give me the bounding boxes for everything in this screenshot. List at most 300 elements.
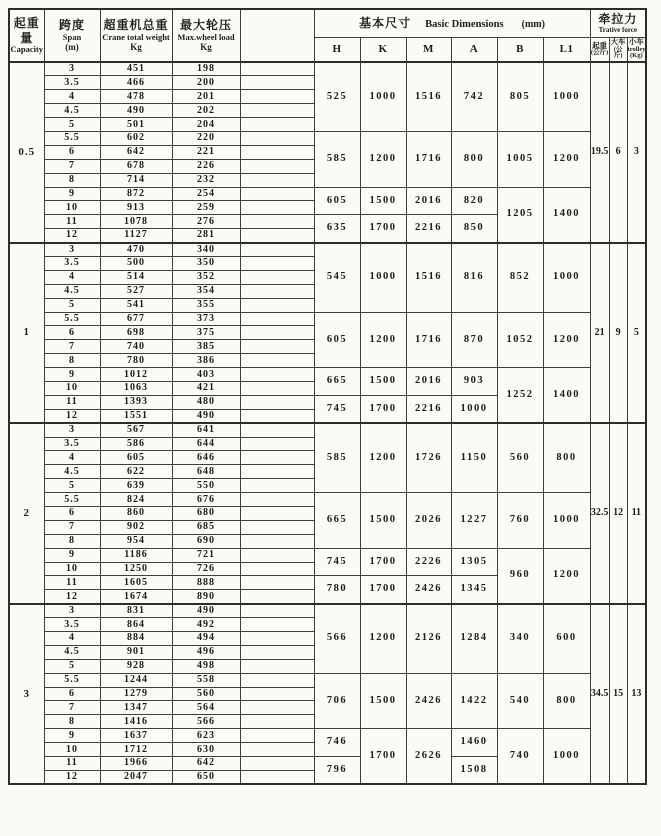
table-row [9,548,646,562]
cell-dim-L1: 1000 [543,243,590,312]
cell-span: 4 [44,90,100,104]
cell-dim-K: 1700 [360,548,406,576]
cell-wheel-load: 340 [172,243,240,257]
col-header-M: M [406,37,451,62]
cell-total-weight: 451 [100,62,172,76]
cell-span: 4 [44,451,100,465]
cell-dim-M: 2026 [406,493,451,549]
cell-total-weight: 831 [100,604,172,618]
cell-blank [240,381,314,395]
cell-wheel-load: 232 [172,173,240,187]
cell-trative-cart: 12 [609,423,627,604]
cell-wheel-load: 566 [172,715,240,729]
cell-dim-M: 1716 [406,312,451,368]
cell-dim-A: 1150 [451,423,497,492]
cell-dim-K: 1700 [360,215,406,243]
cell-trative-cart: 6 [609,62,627,243]
cell-blank [240,201,314,215]
cell-total-weight: 567 [100,423,172,437]
cell-span: 9 [44,187,100,201]
cell-wheel-load: 650 [172,770,240,784]
col-header-total-weight [100,9,172,62]
cell-wheel-load: 550 [172,479,240,493]
cell-span: 12 [44,770,100,784]
cell-blank [240,673,314,687]
cell-span: 7 [44,340,100,354]
cell-total-weight: 678 [100,159,172,173]
col-header-trative-trolley: 小车 trolley (Kg) [627,37,646,62]
cell-wheel-load: 498 [172,659,240,673]
cell-wheel-load: 646 [172,451,240,465]
cell-dim-A: 1000 [451,395,497,423]
cell-total-weight: 1012 [100,368,172,382]
table-row [9,604,646,618]
cell-span: 11 [44,576,100,590]
total-weight-unit: Kg [130,42,142,53]
cell-capacity: 1 [9,243,44,424]
cell-total-weight: 602 [100,131,172,145]
cell-dim-L1: 1000 [543,493,590,549]
cell-wheel-load: 259 [172,201,240,215]
cell-dim-M: 1516 [406,243,451,312]
cell-dim-L1: 800 [543,423,590,492]
cell-wheel-load: 630 [172,743,240,757]
cell-total-weight: 1186 [100,548,172,562]
table-row [9,312,646,326]
cell-blank [240,743,314,757]
span-label-zh: 跨度 [58,18,85,33]
col-header-span [44,9,100,62]
cell-span: 10 [44,201,100,215]
cell-total-weight: 913 [100,201,172,215]
cell-total-weight: 500 [100,256,172,270]
cell-wheel-load: 685 [172,520,240,534]
cell-dim-M: 2016 [406,368,451,396]
cell-span: 5 [44,479,100,493]
cell-span: 3 [44,423,100,437]
table-row [9,187,646,201]
cell-blank [240,701,314,715]
cell-wheel-load: 221 [172,145,240,159]
cell-total-weight: 860 [100,507,172,521]
cell-blank [240,270,314,284]
table-row [9,131,646,145]
cell-blank [240,604,314,618]
cell-total-weight: 1551 [100,409,172,423]
table-row [9,423,646,437]
cell-total-weight: 470 [100,243,172,257]
cell-wheel-load: 680 [172,507,240,521]
cell-dim-H: 635 [314,215,360,243]
cell-span: 12 [44,590,100,604]
cell-wheel-load: 350 [172,256,240,270]
cell-total-weight: 586 [100,437,172,451]
cell-wheel-load: 890 [172,590,240,604]
cell-wheel-load: 201 [172,90,240,104]
cell-total-weight: 490 [100,104,172,118]
cell-trative-hoist: 19.5 [590,62,609,243]
cell-wheel-load: 204 [172,118,240,132]
cell-wheel-load: 888 [172,576,240,590]
cell-span: 10 [44,743,100,757]
cell-span: 10 [44,381,100,395]
total-weight-label-zh: 超重机总重 [103,18,169,33]
cell-wheel-load: 220 [172,131,240,145]
cell-total-weight: 1078 [100,215,172,229]
cell-dim-B: 760 [497,493,543,549]
cell-total-weight: 541 [100,298,172,312]
cell-dim-B: 740 [497,729,543,785]
cell-dim-K: 1700 [360,395,406,423]
cell-wheel-load: 492 [172,618,240,632]
cell-span: 3.5 [44,618,100,632]
cell-dim-M: 2126 [406,604,451,673]
cell-dim-H: 585 [314,131,360,187]
dimensions-label-en: Basic Dimensions [425,19,504,31]
cell-total-weight: 605 [100,451,172,465]
cell-dim-K: 1000 [360,243,406,312]
cell-total-weight: 1393 [100,395,172,409]
cell-dim-K: 1500 [360,368,406,396]
cell-dim-K: 1700 [360,576,406,604]
cell-wheel-load: 560 [172,687,240,701]
cell-wheel-load: 676 [172,493,240,507]
dimensions-unit: (mm) [521,19,545,31]
cell-total-weight: 902 [100,520,172,534]
cell-total-weight: 740 [100,340,172,354]
cell-wheel-load: 564 [172,701,240,715]
cell-wheel-load: 198 [172,62,240,76]
table-row [9,673,646,687]
cell-span: 3.5 [44,437,100,451]
cell-total-weight: 864 [100,618,172,632]
cell-blank [240,770,314,784]
cell-blank [240,409,314,423]
cell-span: 5 [44,118,100,132]
cell-capacity: 2 [9,423,44,604]
cell-blank [240,340,314,354]
cell-span: 3.5 [44,256,100,270]
cell-trative-cart: 15 [609,604,627,785]
cell-trative-trolley: 3 [627,62,646,243]
cell-span: 5 [44,659,100,673]
cell-dim-H: 706 [314,673,360,729]
cell-dim-A: 850 [451,215,497,243]
cell-dim-B: 340 [497,604,543,673]
cell-total-weight: 1347 [100,701,172,715]
cell-blank [240,395,314,409]
cell-blank [240,548,314,562]
cell-span: 10 [44,562,100,576]
cell-blank [240,520,314,534]
cell-capacity: 0.5 [9,62,44,243]
cell-span: 7 [44,520,100,534]
cell-blank [240,90,314,104]
cell-span: 8 [44,354,100,368]
col-header-trative-cart: 大车 (公斤) [609,37,627,62]
col-header-trative-hoist: 起重 (公斤) [590,37,609,62]
cell-total-weight: 1637 [100,729,172,743]
cell-dim-K: 1200 [360,131,406,187]
cell-span: 6 [44,507,100,521]
cell-trative-trolley: 5 [627,243,646,424]
cell-blank [240,256,314,270]
crane-spec-table [8,8,647,785]
cell-blank [240,354,314,368]
cell-dim-H: 665 [314,368,360,396]
cell-blank [240,145,314,159]
col-header-A: A [451,37,497,62]
cell-dim-K: 1200 [360,604,406,673]
cell-wheel-load: 644 [172,437,240,451]
cell-capacity: 3 [9,604,44,785]
cell-dim-B: 1252 [497,368,543,424]
cell-blank [240,215,314,229]
col-header-K: K [360,37,406,62]
total-weight-label-en: Crane total weight [102,31,170,42]
cell-dim-M: 1716 [406,131,451,187]
cell-blank [240,465,314,479]
cell-dim-M: 2216 [406,215,451,243]
cell-dim-A: 742 [451,62,497,131]
table-row [9,368,646,382]
cell-total-weight: 677 [100,312,172,326]
cell-total-weight: 780 [100,354,172,368]
cell-dim-H: 605 [314,312,360,368]
cell-dim-A: 816 [451,243,497,312]
cell-dim-H: 665 [314,493,360,549]
cell-trative-hoist: 21 [590,243,609,424]
cell-dim-H: 545 [314,243,360,312]
cell-trative-hoist: 32.5 [590,423,609,604]
table-body [9,62,646,784]
cell-blank [240,479,314,493]
cell-span: 5 [44,298,100,312]
cell-dim-K: 1200 [360,312,406,368]
cell-total-weight: 2047 [100,770,172,784]
cell-dim-L1: 1200 [543,312,590,368]
col-header-capacity [9,9,44,62]
cell-span: 4.5 [44,645,100,659]
cell-total-weight: 901 [100,645,172,659]
cell-total-weight: 714 [100,173,172,187]
cell-span: 6 [44,145,100,159]
cell-wheel-load: 642 [172,757,240,771]
cell-total-weight: 1712 [100,743,172,757]
cell-dim-B: 960 [497,548,543,604]
trative-label-en: Trative force [598,25,638,34]
cell-span: 12 [44,409,100,423]
cell-wheel-load: 226 [172,159,240,173]
cell-blank [240,62,314,76]
cell-wheel-load: 354 [172,284,240,298]
cell-total-weight: 1244 [100,673,172,687]
cell-wheel-load: 385 [172,340,240,354]
cell-total-weight: 1605 [100,576,172,590]
cell-dim-H: 605 [314,187,360,215]
cell-wheel-load: 490 [172,409,240,423]
cell-dim-L1: 600 [543,604,590,673]
wheel-load-label-en: Max.wheel load [177,31,235,42]
cell-dim-K: 1200 [360,423,406,492]
cell-total-weight: 1674 [100,590,172,604]
cell-total-weight: 639 [100,479,172,493]
cell-wheel-load: 281 [172,229,240,243]
cell-span: 5.5 [44,493,100,507]
cell-span: 7 [44,701,100,715]
cell-span: 5.5 [44,131,100,145]
cell-dim-A: 870 [451,312,497,368]
cell-dim-A: 800 [451,131,497,187]
cell-dim-H: 745 [314,395,360,423]
col-header-H: H [314,37,360,62]
cell-total-weight: 501 [100,118,172,132]
cell-total-weight: 1063 [100,381,172,395]
cell-blank [240,451,314,465]
cell-span: 7 [44,159,100,173]
cell-span: 8 [44,715,100,729]
cell-total-weight: 954 [100,534,172,548]
cell-wheel-load: 403 [172,368,240,382]
cell-dim-L1: 1400 [543,368,590,424]
cell-blank [240,437,314,451]
cell-span: 3 [44,243,100,257]
cell-dim-A: 1422 [451,673,497,729]
cell-total-weight: 514 [100,270,172,284]
cell-blank [240,326,314,340]
cell-dim-M: 2216 [406,395,451,423]
cell-dim-B: 560 [497,423,543,492]
cell-wheel-load: 386 [172,354,240,368]
cell-wheel-load: 202 [172,104,240,118]
cell-wheel-load: 200 [172,76,240,90]
wheel-load-unit: Kg [200,42,212,53]
cell-total-weight: 824 [100,493,172,507]
cell-wheel-load: 276 [172,215,240,229]
cell-blank [240,562,314,576]
cell-span: 3 [44,62,100,76]
cell-span: 9 [44,729,100,743]
col-header-trative-force [590,9,646,37]
span-label-en: Span [62,31,82,42]
cell-blank [240,715,314,729]
cell-total-weight: 872 [100,187,172,201]
cell-wheel-load: 721 [172,548,240,562]
cell-blank [240,534,314,548]
cell-total-weight: 642 [100,145,172,159]
cell-span: 11 [44,757,100,771]
cell-blank [240,368,314,382]
cell-total-weight: 1279 [100,687,172,701]
cell-blank [240,298,314,312]
cell-blank [240,576,314,590]
cell-span: 4.5 [44,104,100,118]
cell-dim-H: 566 [314,604,360,673]
cell-dim-K: 1700 [360,729,406,785]
cell-dim-M: 2626 [406,729,451,785]
col-header-dimensions [314,9,590,37]
cell-span: 11 [44,395,100,409]
capacity-label-en: Capacity [10,44,44,54]
col-header-L1: L1 [543,37,590,62]
cell-dim-M: 2426 [406,673,451,729]
wheel-load-label-zh: 最大轮压 [179,18,232,33]
cell-blank [240,312,314,326]
cell-dim-L1: 800 [543,673,590,729]
cell-wheel-load: 254 [172,187,240,201]
cell-blank [240,229,314,243]
cell-dim-L1: 1200 [543,548,590,604]
cell-dim-K: 1000 [360,62,406,131]
table-row [9,62,646,76]
cell-blank [240,173,314,187]
cell-wheel-load: 726 [172,562,240,576]
cell-span: 6 [44,326,100,340]
cell-wheel-load: 690 [172,534,240,548]
cell-dim-L1: 1000 [543,62,590,131]
cell-wheel-load: 490 [172,604,240,618]
cell-wheel-load: 480 [172,395,240,409]
cell-blank [240,687,314,701]
cell-total-weight: 622 [100,465,172,479]
cell-blank [240,284,314,298]
cell-blank [240,590,314,604]
cell-dim-H: 746 [314,729,360,757]
cell-wheel-load: 355 [172,298,240,312]
cell-total-weight: 527 [100,284,172,298]
cell-dim-A: 903 [451,368,497,396]
cell-dim-L1: 1000 [543,729,590,785]
cell-wheel-load: 373 [172,312,240,326]
dimensions-label-zh: 基本尺寸 [359,16,412,31]
cell-total-weight: 466 [100,76,172,90]
cell-blank [240,187,314,201]
cell-total-weight: 698 [100,326,172,340]
cell-trative-trolley: 11 [627,423,646,604]
cell-total-weight: 884 [100,632,172,646]
cell-span: 3.5 [44,76,100,90]
cell-wheel-load: 494 [172,632,240,646]
cell-blank [240,131,314,145]
col-header-wheel-load [172,9,240,62]
cell-blank [240,632,314,646]
cell-wheel-load: 558 [172,673,240,687]
cell-span: 6 [44,687,100,701]
cell-dim-M: 2016 [406,187,451,215]
cell-dim-H: 745 [314,548,360,576]
cell-span: 4.5 [44,284,100,298]
table-row [9,493,646,507]
cell-dim-H: 585 [314,423,360,492]
cell-span: 3 [44,604,100,618]
capacity-label-zh: 起重量 [13,16,40,45]
cell-wheel-load: 421 [172,381,240,395]
trative-label-zh: 牵拉力 [598,12,638,27]
cell-wheel-load: 352 [172,270,240,284]
cell-dim-M: 1726 [406,423,451,492]
cell-dim-B: 540 [497,673,543,729]
cell-total-weight: 1416 [100,715,172,729]
cell-dim-H: 796 [314,757,360,785]
cell-dim-A: 1345 [451,576,497,604]
cell-span: 4 [44,270,100,284]
cell-span: 8 [44,173,100,187]
cell-blank [240,757,314,771]
cell-dim-K: 1500 [360,187,406,215]
cell-dim-A: 1284 [451,604,497,673]
cell-dim-K: 1500 [360,493,406,549]
cell-wheel-load: 648 [172,465,240,479]
